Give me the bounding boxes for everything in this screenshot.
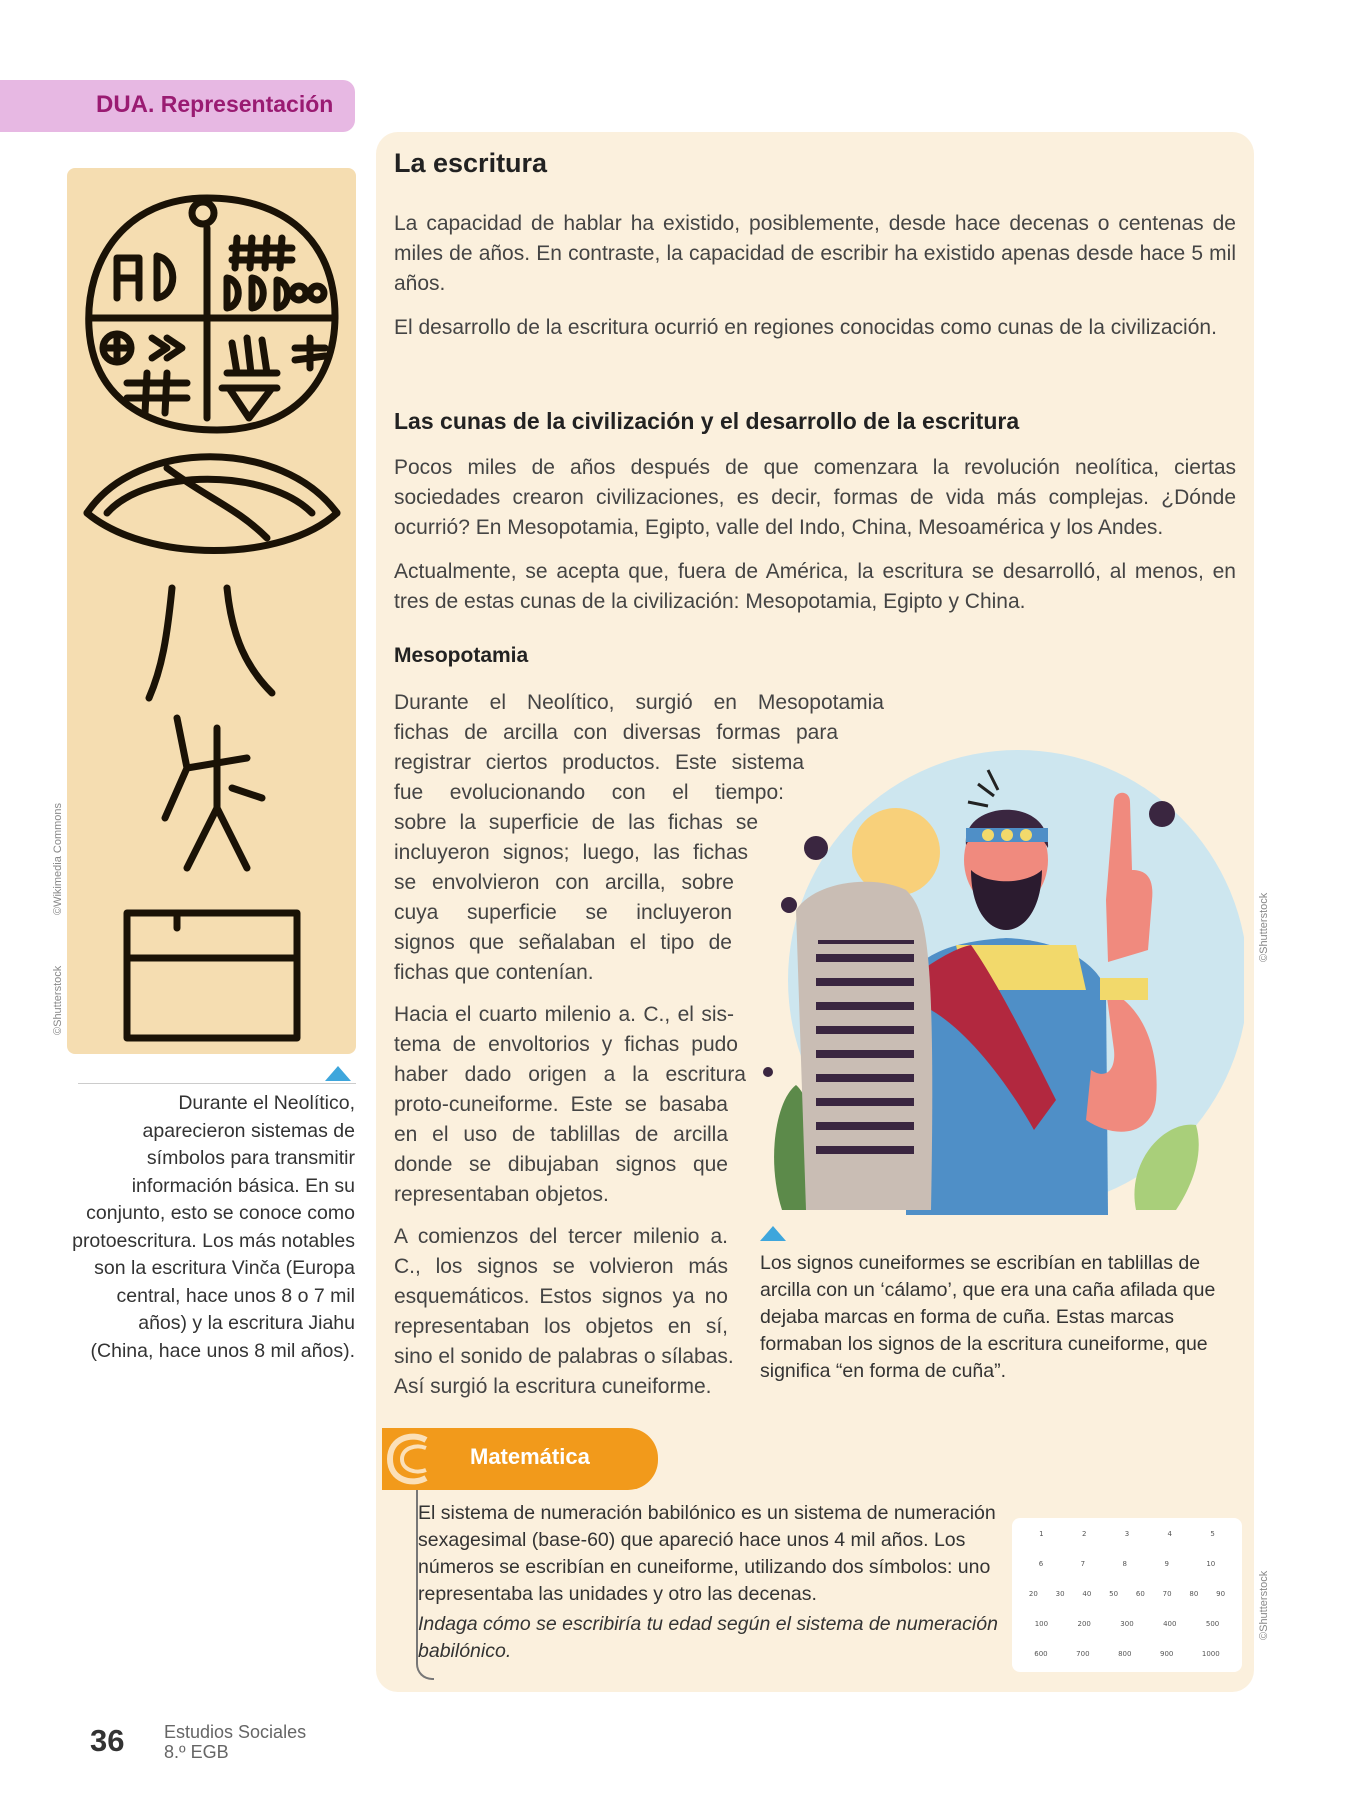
numeral: 3 — [1124, 1530, 1130, 1538]
meso-line: sino el sonido de palabras o sílabas. — [394, 1345, 734, 1368]
meso-line: Hacia el cuarto milenio a. C., el sis- — [394, 1003, 734, 1026]
credit-shutterstock-math: ©Shutterstock — [1258, 1570, 1270, 1640]
meso-line: sobre la superficie de las fichas se — [394, 811, 758, 834]
numeral: 400 — [1163, 1620, 1177, 1628]
dua-label — [96, 91, 333, 119]
meso-line: incluyeron signos; luego, las fichas — [394, 841, 748, 864]
numeral-row — [1020, 1620, 1234, 1628]
credit-shutterstock-illus: ©Shutterstock — [1258, 892, 1270, 962]
footer-subject — [164, 1722, 306, 1762]
page-number: 36 — [90, 1723, 125, 1758]
meso-line: Durante el Neolítico, surgió en Mesopotamia — [394, 691, 884, 714]
protowriting-glyphs — [67, 168, 356, 1054]
cuneiform-scribe-illustration — [756, 740, 1244, 1215]
subject-name: Estudios Sociales — [164, 1722, 307, 1742]
meso-line: tema de envoltorios y fichas pudo — [394, 1033, 738, 1056]
numeral-row — [1020, 1530, 1234, 1538]
numeral: 100 — [1034, 1620, 1049, 1628]
left-caption: Durante el Neolítico, aparecieron sistemas de símbolos para transmitir información básica. En su conjunto, esto se conoce como protoescritura. Los más notables son la escritura Vinča (Europa central, hace unos 8 o 7 mil años) y la escritura Jiahu (China, hace unos 8 mil años). — [72, 1092, 355, 1362]
math-text — [418, 1500, 1008, 1665]
meso-line: representaban objetos. — [394, 1183, 609, 1206]
numeral: 40 — [1082, 1590, 1092, 1598]
numeral: 600 — [1034, 1650, 1048, 1658]
meso-line: representaban los objetos en sí, — [394, 1315, 728, 1338]
numeral: 200 — [1077, 1620, 1091, 1628]
paragraph-4: Actualmente, se acepta que, fuera de América, la escritura se desarrolló, al menos, en tres de estas cunas de la civilización: Mesopotamia, Egipto y China. — [394, 560, 1236, 613]
meso-line: registrar ciertos productos. Este sistema — [394, 751, 804, 774]
meso-line: cuya superficie se incluyeron — [394, 901, 732, 924]
numeral: 50 — [1109, 1590, 1119, 1598]
meso-line: haber dado origen a la escritura — [394, 1063, 746, 1086]
numeral: 2 — [1081, 1530, 1087, 1538]
numeral-row — [1020, 1650, 1234, 1658]
math-task: Indaga cómo se escribiría tu edad según el sistema de numeración babilónico. — [418, 1613, 998, 1662]
numeral-row — [1020, 1590, 1234, 1598]
meso-line: Así surgió la escritura cuneiforme. — [394, 1375, 712, 1398]
numeral: 900 — [1159, 1650, 1174, 1658]
meso-line: fichas que contenían. — [394, 961, 594, 984]
paragraph-3: Pocos miles de años después de que comenzara la revolución neolítica, ciertas sociedades crearon civilizaciones, es decir, formas de vida más complejas. ¿Dónde ocurrió? En Mesopotamia, Egipto, valle del Indo, China, Mesoamérica y los Andes. — [394, 456, 1236, 539]
paragraph-1: La capacidad de hablar ha existido, posiblemente, desde hace decenas o centenas de miles de años. En contraste, la capacidad de escribir ha existido apenas desde hace 5 mil años. — [394, 212, 1236, 295]
meso-line: se envolvieron con arcilla, sobre — [394, 871, 734, 894]
grade-level: 8.º EGB — [164, 1742, 229, 1762]
protowriting-image — [67, 168, 356, 1054]
numeral: 20 — [1028, 1590, 1038, 1598]
numeral: 60 — [1135, 1590, 1145, 1598]
numeral: 4 — [1167, 1530, 1173, 1538]
paragraph-2: El desarrollo de la escritura ocurrió en regiones conocidas como cunas de la civilización. — [394, 316, 1217, 339]
numeral: 80 — [1189, 1590, 1199, 1598]
meso-line: proto-cuneiforme. Este se basaba — [394, 1093, 728, 1116]
dua-bold: DUA — [96, 91, 148, 118]
numeral: 30 — [1055, 1590, 1065, 1598]
subsection-title: Las cunas de la civilización y el desarrollo de la escritura — [394, 408, 1020, 434]
dua-rest: . Representación — [148, 91, 334, 117]
math-description: El sistema de numeración babilónico es un sistema de numeración sexagesimal (base-60) que apareció hace unos 4 mil años. Los números se escribían en cuneiforme, utilizando dos símbolos: uno representaba las unidades y otro las decenas. — [418, 1502, 996, 1605]
credit-shutterstock-left: ©Shutterstock — [52, 965, 64, 1035]
meso-line: fichas de arcilla con diversas formas para — [394, 721, 838, 744]
numeral: 10 — [1206, 1560, 1216, 1568]
meso-line: C., los signos se volvieron más — [394, 1255, 728, 1278]
caption-divider — [78, 1083, 356, 1084]
numeral: 800 — [1118, 1650, 1132, 1658]
caption-arrow-icon — [325, 1066, 351, 1081]
meso-line: en el uso de tablillas de arcilla — [394, 1123, 728, 1146]
math-c-icon — [382, 1428, 432, 1490]
numeral: 1 — [1039, 1530, 1044, 1538]
scribe-illustration-svg — [756, 740, 1244, 1215]
meso-line: signos que señalaban el tipo de — [394, 931, 732, 954]
numeral: 90 — [1216, 1590, 1226, 1598]
numeral: 5 — [1210, 1530, 1215, 1538]
meso-line: donde se dibujaban signos que — [394, 1153, 728, 1176]
numeral: 8 — [1122, 1560, 1127, 1568]
mesopotamia-heading: Mesopotamia — [394, 644, 529, 667]
meso-line: A comienzos del tercer milenio a. — [394, 1225, 728, 1248]
babylonian-numerals-table — [1012, 1518, 1242, 1672]
numeral: 7 — [1080, 1560, 1086, 1568]
numeral: 700 — [1076, 1650, 1090, 1658]
numeral-row — [1020, 1560, 1234, 1568]
credit-wikimedia: ©Wikimedia Commons — [52, 802, 64, 915]
math-label: Matemática — [470, 1444, 590, 1469]
illus-caption-arrow-icon — [760, 1226, 786, 1241]
meso-line: fue evolucionando con el tiempo: — [394, 781, 784, 804]
numeral: 1000 — [1201, 1650, 1220, 1658]
section-title: La escritura — [394, 148, 548, 178]
dua-tab — [0, 80, 355, 132]
illustration-caption: Los signos cuneiformes se escribían en tablillas de arcilla con un ‘cálamo’, que era una caña afilada que dejaba marcas en forma de cuña. Estas marcas formaban los signos de la escritura cuneiforme, que significa “en forma de cuña”. — [760, 1252, 1216, 1382]
numeral: 70 — [1162, 1590, 1172, 1598]
numeral: 6 — [1038, 1560, 1044, 1568]
numeral: 9 — [1164, 1560, 1169, 1568]
meso-line: esquemáticos. Estos signos ya no — [394, 1285, 728, 1308]
numeral: 500 — [1205, 1620, 1220, 1628]
math-tab — [382, 1428, 658, 1490]
numeral: 300 — [1120, 1620, 1134, 1628]
